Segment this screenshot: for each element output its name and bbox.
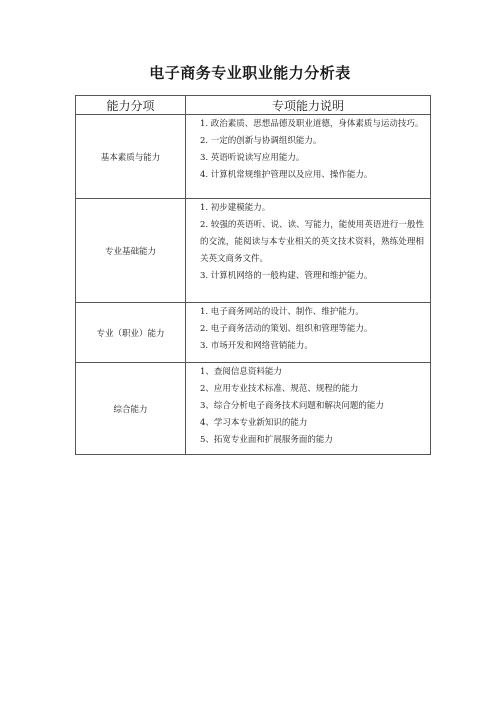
category-cell: 综合能力: [76, 363, 186, 455]
description-item: 1. 初步建模能力。: [200, 203, 271, 213]
description-item: 2. 电子商务活动的策划、组织和管理等能力。: [200, 324, 373, 334]
description-item: 5、拓宽专业面和扩展服务面的能力: [200, 435, 333, 445]
category-cell: 专业（职业）能力: [76, 303, 186, 363]
description-item: 2. 较强的英语听、说、读、写能力，能使用英语进行一般性的交流，能阅读与本专业相关的英文技术资料，熟练处理相关英文商务文件。: [200, 220, 424, 264]
description-item: 2、应用专业技术标准、规范、规程的能力: [200, 384, 359, 394]
table-row: [76, 363, 431, 455]
header-description: 专项能力说明: [186, 96, 431, 115]
header-category: 能力分项: [76, 96, 186, 115]
description-item: 2. 一定的创新与协调组织能力。: [200, 136, 322, 146]
description-item: 3、综合分析电子商务技术问题和解决问题的能力: [200, 401, 384, 411]
description-item: 1. 政治素质、思想品德及职业道德，身体素质与运动技巧。: [200, 119, 424, 129]
description-item: 3. 计算机网络的一般构建、管理和维护能力。: [200, 271, 373, 281]
description-item: 3. 市场开发和网络营销能力。: [200, 341, 313, 351]
description-cell: [186, 363, 431, 455]
description-item: 3. 英语听说读写应用能力。: [200, 153, 305, 163]
document-title: 电子商务专业职业能力分析表: [149, 64, 351, 82]
description-cell: [186, 115, 431, 199]
category-cell: 专业基础能力: [76, 199, 186, 303]
table-row: [76, 199, 431, 303]
description-item: 4、学习本专业新知识的能力: [200, 418, 308, 428]
description-cell: [186, 199, 431, 303]
description-item: 1. 电子商务网站的设计、制作、维护能力。: [200, 307, 364, 317]
category-cell: 基本素质与能力: [76, 115, 186, 199]
description-item: 4. 计算机常规维护管理以及应用、操作能力。: [200, 170, 373, 180]
description-cell: [186, 303, 431, 363]
description-item: 1、查阅信息资料能力: [200, 367, 282, 377]
table-row: [76, 303, 431, 363]
ability-analysis-table: [75, 95, 431, 455]
table-row: [76, 115, 431, 199]
table-header-row: [76, 96, 431, 115]
